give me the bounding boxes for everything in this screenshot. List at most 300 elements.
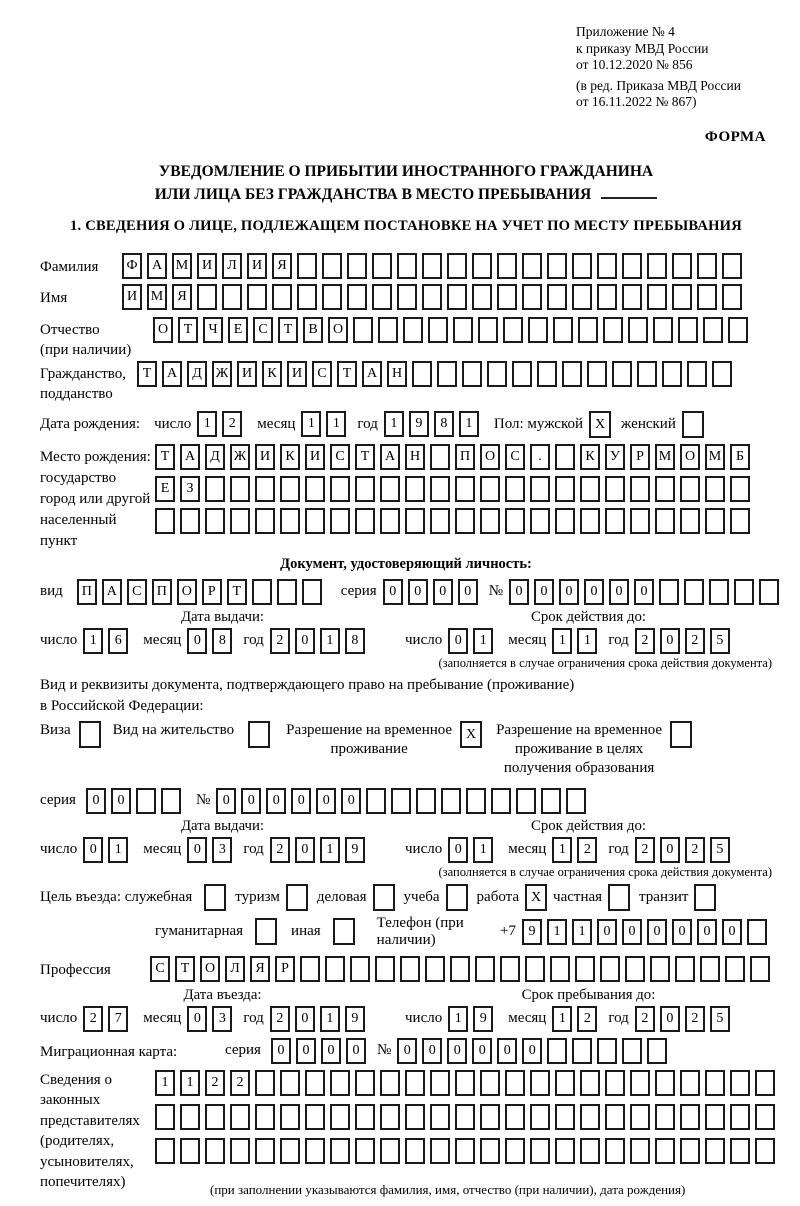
form-cell[interactable]: 1 xyxy=(320,837,340,863)
form-cell[interactable] xyxy=(480,476,500,502)
form-cell[interactable] xyxy=(530,508,550,534)
form-cell[interactable] xyxy=(705,1104,725,1130)
form-cell[interactable]: О xyxy=(153,317,173,343)
purpose-private-checkbox[interactable] xyxy=(608,884,630,911)
form-cell[interactable]: О xyxy=(328,317,348,343)
form-cell[interactable]: У xyxy=(605,444,625,470)
form-cell[interactable] xyxy=(705,1138,725,1164)
form-cell[interactable]: 1 xyxy=(320,1006,340,1032)
phone-cells[interactable] xyxy=(522,919,772,945)
form-cell[interactable] xyxy=(161,788,181,814)
form-cell[interactable] xyxy=(555,444,575,470)
form-cell[interactable] xyxy=(703,317,723,343)
form-cell[interactable]: 2 xyxy=(270,837,290,863)
form-cell[interactable] xyxy=(647,253,667,279)
form-cell[interactable]: 9 xyxy=(473,1006,493,1032)
form-cell[interactable]: Н xyxy=(387,361,407,387)
form-cell[interactable] xyxy=(180,1138,200,1164)
form-cell[interactable] xyxy=(430,1104,450,1130)
form-cell[interactable]: Н xyxy=(405,444,425,470)
form-cell[interactable]: 0 xyxy=(187,628,207,654)
form-cell[interactable]: 0 xyxy=(422,1038,442,1064)
form-cell[interactable] xyxy=(430,1070,450,1096)
form-cell[interactable] xyxy=(330,1070,350,1096)
form-cell[interactable] xyxy=(572,1038,592,1064)
purpose-tourism-checkbox[interactable] xyxy=(286,884,308,911)
form-cell[interactable] xyxy=(305,1138,325,1164)
form-cell[interactable] xyxy=(555,1070,575,1096)
form-cell[interactable]: Е xyxy=(155,476,175,502)
form-cell[interactable] xyxy=(562,361,582,387)
form-cell[interactable] xyxy=(697,284,717,310)
form-cell[interactable] xyxy=(525,956,545,982)
form-cell[interactable] xyxy=(580,476,600,502)
birth-day-cells[interactable] xyxy=(197,411,247,437)
form-cell[interactable]: 1 xyxy=(552,837,572,863)
form-cell[interactable] xyxy=(280,1138,300,1164)
form-cell[interactable]: И xyxy=(305,444,325,470)
form-cell[interactable] xyxy=(305,508,325,534)
form-cell[interactable]: О xyxy=(200,956,220,982)
form-cell[interactable]: Я xyxy=(272,253,292,279)
form-cell[interactable] xyxy=(580,1138,600,1164)
form-cell[interactable] xyxy=(430,444,450,470)
form-cell[interactable]: 2 xyxy=(270,628,290,654)
form-cell[interactable] xyxy=(722,253,742,279)
form-cell[interactable]: 9 xyxy=(409,411,429,437)
birth-year-cells[interactable] xyxy=(384,411,484,437)
form-cell[interactable] xyxy=(655,1138,675,1164)
form-cell[interactable] xyxy=(280,1070,300,1096)
form-cell[interactable] xyxy=(680,1070,700,1096)
form-cell[interactable]: 0 xyxy=(697,919,717,945)
form-cell[interactable] xyxy=(305,1070,325,1096)
form-cell[interactable]: Е xyxy=(228,317,248,343)
form-cell[interactable] xyxy=(347,284,367,310)
form-cell[interactable]: А xyxy=(180,444,200,470)
form-cell[interactable]: 0 xyxy=(266,788,286,814)
form-cell[interactable] xyxy=(580,1104,600,1130)
expiry-day-cells[interactable] xyxy=(448,628,498,654)
form-cell[interactable]: 2 xyxy=(685,837,705,863)
form-cell[interactable]: 0 xyxy=(472,1038,492,1064)
form-cell[interactable] xyxy=(550,956,570,982)
form-cell[interactable]: . xyxy=(530,444,550,470)
form-cell[interactable]: 0 xyxy=(534,579,554,605)
form-cell[interactable] xyxy=(462,361,482,387)
form-cell[interactable] xyxy=(659,579,679,605)
form-cell[interactable]: П xyxy=(455,444,475,470)
form-cell[interactable] xyxy=(730,508,750,534)
form-cell[interactable] xyxy=(725,956,745,982)
form-cell[interactable] xyxy=(280,476,300,502)
form-cell[interactable]: 0 xyxy=(111,788,131,814)
form-cell[interactable]: 1 xyxy=(384,411,404,437)
form-cell[interactable]: Р xyxy=(275,956,295,982)
form-cell[interactable] xyxy=(705,1070,725,1096)
expiry-month-cells[interactable] xyxy=(552,837,602,863)
form-cell[interactable] xyxy=(255,508,275,534)
form-cell[interactable] xyxy=(747,919,767,945)
purpose-transit-checkbox[interactable] xyxy=(694,884,716,911)
residence-number-cells[interactable] xyxy=(216,788,591,814)
form-cell[interactable] xyxy=(272,284,292,310)
form-cell[interactable] xyxy=(455,1070,475,1096)
form-cell[interactable]: 0 xyxy=(296,1038,316,1064)
form-cell[interactable] xyxy=(755,1070,775,1096)
form-cell[interactable] xyxy=(680,508,700,534)
form-cell[interactable]: А xyxy=(102,579,122,605)
form-cell[interactable] xyxy=(330,1138,350,1164)
form-cell[interactable] xyxy=(680,476,700,502)
form-cell[interactable] xyxy=(403,317,423,343)
entry-month-cells[interactable] xyxy=(187,1006,237,1032)
form-cell[interactable] xyxy=(372,284,392,310)
form-cell[interactable]: 1 xyxy=(108,837,128,863)
surname-cells[interactable] xyxy=(122,253,747,279)
form-cell[interactable] xyxy=(205,476,225,502)
form-cell[interactable]: С xyxy=(330,444,350,470)
form-cell[interactable]: 0 xyxy=(722,919,742,945)
form-cell[interactable]: Т xyxy=(178,317,198,343)
form-cell[interactable] xyxy=(622,1038,642,1064)
form-cell[interactable]: 2 xyxy=(577,1006,597,1032)
form-cell[interactable] xyxy=(580,508,600,534)
form-cell[interactable]: 0 xyxy=(383,579,403,605)
form-cell[interactable]: 1 xyxy=(320,628,340,654)
sex-male-checkbox[interactable]: X xyxy=(589,411,611,438)
form-cell[interactable] xyxy=(505,508,525,534)
form-cell[interactable]: П xyxy=(77,579,97,605)
form-cell[interactable] xyxy=(280,1104,300,1130)
form-cell[interactable] xyxy=(650,956,670,982)
form-cell[interactable]: 0 xyxy=(660,628,680,654)
form-cell[interactable]: И xyxy=(197,253,217,279)
form-cell[interactable]: 0 xyxy=(291,788,311,814)
form-cell[interactable] xyxy=(372,253,392,279)
form-cell[interactable] xyxy=(630,1138,650,1164)
residence-permit-checkbox[interactable] xyxy=(248,721,270,748)
form-cell[interactable] xyxy=(505,1104,525,1130)
form-cell[interactable]: 0 xyxy=(321,1038,341,1064)
form-cell[interactable] xyxy=(380,476,400,502)
form-cell[interactable]: Ч xyxy=(203,317,223,343)
form-cell[interactable] xyxy=(497,284,517,310)
form-cell[interactable] xyxy=(750,956,770,982)
form-cell[interactable] xyxy=(425,956,445,982)
form-cell[interactable] xyxy=(416,788,436,814)
edu-residence-permit-checkbox[interactable] xyxy=(670,721,692,748)
form-cell[interactable]: 9 xyxy=(345,837,365,863)
birth-place-cells-row3[interactable] xyxy=(155,508,755,534)
form-cell[interactable] xyxy=(730,1104,750,1130)
form-cell[interactable] xyxy=(628,317,648,343)
issue-day-cells[interactable] xyxy=(83,837,133,863)
form-cell[interactable]: 2 xyxy=(577,837,597,863)
form-cell[interactable]: К xyxy=(262,361,282,387)
form-cell[interactable] xyxy=(547,1038,567,1064)
form-cell[interactable] xyxy=(662,361,682,387)
form-cell[interactable] xyxy=(541,788,561,814)
form-cell[interactable] xyxy=(397,253,417,279)
form-cell[interactable] xyxy=(480,1138,500,1164)
purpose-other-checkbox[interactable] xyxy=(333,918,355,945)
form-cell[interactable]: 0 xyxy=(408,579,428,605)
form-cell[interactable] xyxy=(672,284,692,310)
form-cell[interactable] xyxy=(405,476,425,502)
form-cell[interactable] xyxy=(155,1104,175,1130)
form-cell[interactable]: 8 xyxy=(434,411,454,437)
form-cell[interactable]: 1 xyxy=(552,1006,572,1032)
form-cell[interactable] xyxy=(684,579,704,605)
form-cell[interactable]: 3 xyxy=(212,1006,232,1032)
form-cell[interactable]: 1 xyxy=(473,837,493,863)
form-cell[interactable] xyxy=(572,253,592,279)
form-cell[interactable] xyxy=(355,508,375,534)
form-cell[interactable]: Д xyxy=(187,361,207,387)
form-cell[interactable]: 0 xyxy=(397,1038,417,1064)
form-cell[interactable]: 6 xyxy=(108,628,128,654)
form-cell[interactable] xyxy=(453,317,473,343)
form-cell[interactable] xyxy=(630,476,650,502)
form-cell[interactable]: 0 xyxy=(634,579,654,605)
form-cell[interactable]: 0 xyxy=(672,919,692,945)
form-cell[interactable] xyxy=(330,508,350,534)
form-cell[interactable] xyxy=(655,508,675,534)
form-cell[interactable]: Д xyxy=(205,444,225,470)
form-cell[interactable] xyxy=(302,579,322,605)
form-cell[interactable] xyxy=(575,956,595,982)
form-cell[interactable] xyxy=(500,956,520,982)
form-cell[interactable] xyxy=(600,956,620,982)
form-cell[interactable]: Я xyxy=(172,284,192,310)
form-cell[interactable] xyxy=(516,788,536,814)
form-cell[interactable] xyxy=(730,476,750,502)
form-cell[interactable]: И xyxy=(287,361,307,387)
form-cell[interactable] xyxy=(405,1070,425,1096)
form-cell[interactable] xyxy=(136,788,156,814)
representatives-cells-row3[interactable] xyxy=(155,1138,780,1164)
name-cells[interactable] xyxy=(122,284,747,310)
form-cell[interactable] xyxy=(205,1104,225,1130)
form-cell[interactable]: Л xyxy=(225,956,245,982)
form-cell[interactable] xyxy=(380,1070,400,1096)
form-cell[interactable] xyxy=(441,788,461,814)
form-cell[interactable]: 0 xyxy=(584,579,604,605)
form-cell[interactable]: 1 xyxy=(473,628,493,654)
form-cell[interactable] xyxy=(672,253,692,279)
form-cell[interactable] xyxy=(537,361,557,387)
form-cell[interactable] xyxy=(597,253,617,279)
form-cell[interactable]: 1 xyxy=(83,628,103,654)
purpose-official-checkbox[interactable] xyxy=(204,884,226,911)
form-cell[interactable] xyxy=(155,1138,175,1164)
form-cell[interactable] xyxy=(247,284,267,310)
form-cell[interactable] xyxy=(680,1138,700,1164)
form-cell[interactable]: 0 xyxy=(609,579,629,605)
form-cell[interactable]: Т xyxy=(337,361,357,387)
form-cell[interactable] xyxy=(505,1070,525,1096)
form-cell[interactable]: М xyxy=(147,284,167,310)
doc-kind-cells[interactable] xyxy=(77,579,327,605)
form-cell[interactable]: 1 xyxy=(572,919,592,945)
form-cell[interactable]: 3 xyxy=(212,837,232,863)
form-cell[interactable]: 2 xyxy=(635,837,655,863)
form-cell[interactable]: 0 xyxy=(448,837,468,863)
form-cell[interactable] xyxy=(325,956,345,982)
form-cell[interactable]: 2 xyxy=(635,1006,655,1032)
form-cell[interactable]: 1 xyxy=(326,411,346,437)
form-cell[interactable] xyxy=(480,508,500,534)
form-cell[interactable] xyxy=(475,956,495,982)
form-cell[interactable] xyxy=(522,284,542,310)
issue-month-cells[interactable] xyxy=(187,837,237,863)
representatives-cells-row2[interactable] xyxy=(155,1104,780,1130)
form-cell[interactable] xyxy=(380,1104,400,1130)
form-cell[interactable]: 0 xyxy=(187,1006,207,1032)
visa-checkbox[interactable] xyxy=(79,721,101,748)
form-cell[interactable]: А xyxy=(362,361,382,387)
form-cell[interactable] xyxy=(197,284,217,310)
stay-year-cells[interactable] xyxy=(635,1006,735,1032)
form-cell[interactable]: 0 xyxy=(458,579,478,605)
migration-number-cells[interactable] xyxy=(397,1038,672,1064)
form-cell[interactable] xyxy=(455,1104,475,1130)
purpose-humanitarian-checkbox[interactable] xyxy=(255,918,277,945)
form-cell[interactable]: 9 xyxy=(345,1006,365,1032)
form-cell[interactable]: 0 xyxy=(660,1006,680,1032)
doc-series-cells[interactable] xyxy=(383,579,483,605)
form-cell[interactable] xyxy=(355,1138,375,1164)
form-cell[interactable]: О xyxy=(680,444,700,470)
form-cell[interactable] xyxy=(472,253,492,279)
form-cell[interactable] xyxy=(503,317,523,343)
form-cell[interactable]: Ж xyxy=(230,444,250,470)
form-cell[interactable] xyxy=(478,317,498,343)
form-cell[interactable] xyxy=(522,253,542,279)
form-cell[interactable] xyxy=(622,284,642,310)
citizenship-cells[interactable] xyxy=(137,361,737,387)
form-cell[interactable] xyxy=(466,788,486,814)
issue-year-cells[interactable] xyxy=(270,837,370,863)
form-cell[interactable] xyxy=(322,284,342,310)
form-cell[interactable] xyxy=(412,361,432,387)
form-cell[interactable] xyxy=(605,1104,625,1130)
form-cell[interactable]: 0 xyxy=(433,579,453,605)
form-cell[interactable] xyxy=(637,361,657,387)
form-cell[interactable] xyxy=(630,508,650,534)
form-cell[interactable] xyxy=(687,361,707,387)
form-cell[interactable]: 0 xyxy=(447,1038,467,1064)
form-cell[interactable] xyxy=(547,253,567,279)
form-cell[interactable] xyxy=(455,508,475,534)
form-cell[interactable] xyxy=(580,1070,600,1096)
form-cell[interactable]: Т xyxy=(137,361,157,387)
form-cell[interactable] xyxy=(330,1104,350,1130)
form-cell[interactable] xyxy=(572,284,592,310)
form-cell[interactable]: 5 xyxy=(710,1006,730,1032)
form-cell[interactable] xyxy=(709,579,729,605)
form-cell[interactable]: 5 xyxy=(710,837,730,863)
form-cell[interactable] xyxy=(252,579,272,605)
form-cell[interactable] xyxy=(472,284,492,310)
form-cell[interactable]: 2 xyxy=(635,628,655,654)
form-cell[interactable] xyxy=(555,1138,575,1164)
form-cell[interactable]: С xyxy=(253,317,273,343)
form-cell[interactable] xyxy=(430,508,450,534)
form-cell[interactable]: 0 xyxy=(241,788,261,814)
form-cell[interactable]: Т xyxy=(175,956,195,982)
form-cell[interactable]: К xyxy=(280,444,300,470)
form-cell[interactable] xyxy=(578,317,598,343)
form-cell[interactable] xyxy=(447,284,467,310)
form-cell[interactable] xyxy=(605,508,625,534)
form-cell[interactable]: 1 xyxy=(448,1006,468,1032)
form-cell[interactable] xyxy=(487,361,507,387)
form-cell[interactable]: Л xyxy=(222,253,242,279)
expiry-year-cells[interactable] xyxy=(635,837,735,863)
form-cell[interactable]: 2 xyxy=(685,628,705,654)
form-cell[interactable]: 0 xyxy=(559,579,579,605)
form-cell[interactable] xyxy=(755,1104,775,1130)
form-cell[interactable]: М xyxy=(705,444,725,470)
form-cell[interactable] xyxy=(366,788,386,814)
form-cell[interactable] xyxy=(680,1104,700,1130)
purpose-study-checkbox[interactable] xyxy=(446,884,468,911)
form-cell[interactable] xyxy=(730,1138,750,1164)
form-cell[interactable]: 0 xyxy=(83,837,103,863)
form-cell[interactable]: Я xyxy=(250,956,270,982)
form-cell[interactable] xyxy=(255,1104,275,1130)
form-cell[interactable] xyxy=(400,956,420,982)
form-cell[interactable] xyxy=(380,508,400,534)
form-cell[interactable]: 1 xyxy=(577,628,597,654)
form-cell[interactable]: 2 xyxy=(205,1070,225,1096)
form-cell[interactable]: 0 xyxy=(497,1038,517,1064)
form-cell[interactable]: 5 xyxy=(710,628,730,654)
issue-year-cells[interactable] xyxy=(270,628,370,654)
form-cell[interactable]: 1 xyxy=(155,1070,175,1096)
form-cell[interactable] xyxy=(647,1038,667,1064)
doc-number-cells[interactable] xyxy=(509,579,784,605)
form-cell[interactable] xyxy=(305,476,325,502)
birth-place-cells-row1[interactable] xyxy=(155,444,755,470)
form-cell[interactable]: 0 xyxy=(448,628,468,654)
issue-month-cells[interactable] xyxy=(187,628,237,654)
form-cell[interactable] xyxy=(450,956,470,982)
purpose-business-checkbox[interactable] xyxy=(373,884,395,911)
form-cell[interactable] xyxy=(355,1104,375,1130)
form-cell[interactable] xyxy=(491,788,511,814)
form-cell[interactable]: А xyxy=(147,253,167,279)
form-cell[interactable] xyxy=(555,1104,575,1130)
form-cell[interactable] xyxy=(380,1138,400,1164)
form-cell[interactable]: 0 xyxy=(660,837,680,863)
form-cell[interactable] xyxy=(697,253,717,279)
form-cell[interactable] xyxy=(430,1138,450,1164)
form-cell[interactable] xyxy=(422,253,442,279)
form-cell[interactable] xyxy=(447,253,467,279)
form-cell[interactable] xyxy=(605,476,625,502)
form-cell[interactable] xyxy=(430,476,450,502)
form-cell[interactable] xyxy=(597,284,617,310)
form-cell[interactable] xyxy=(566,788,586,814)
form-cell[interactable] xyxy=(300,956,320,982)
form-cell[interactable]: 0 xyxy=(341,788,361,814)
form-cell[interactable] xyxy=(587,361,607,387)
form-cell[interactable] xyxy=(530,1070,550,1096)
form-cell[interactable] xyxy=(712,361,732,387)
